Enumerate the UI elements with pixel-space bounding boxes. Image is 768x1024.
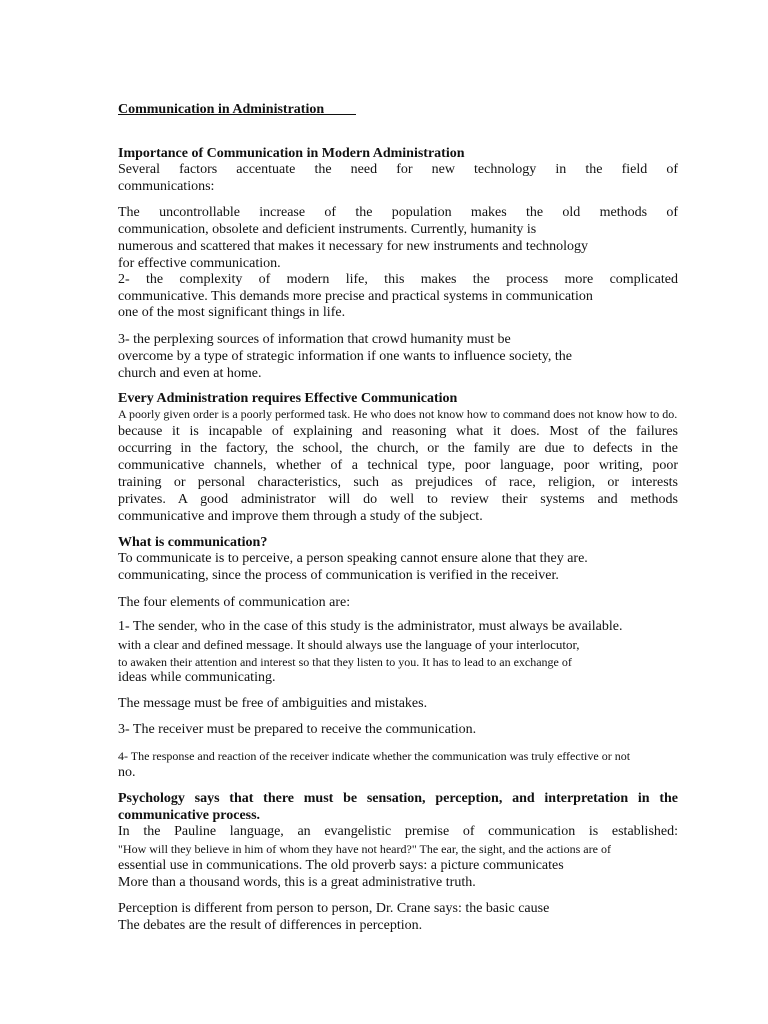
section-heading-importance: Importance of Communication in Modern Administration xyxy=(118,146,465,161)
paragraph-line: The uncontrollable increase of the population makes the old methods of xyxy=(118,205,678,220)
paragraph-line: 1- The sender, who in the case of this study is the administrator, must always be available. xyxy=(118,619,623,634)
paragraph-line: Several factors accentuate the need for new technology in the field of xyxy=(118,162,678,177)
paragraph-line: The four elements of communication are: xyxy=(118,595,351,610)
paragraph-line: The debates are the result of differences in perception. xyxy=(118,918,423,933)
paragraph-line: privates. A good administrator will do well to review their systems and methods xyxy=(118,492,678,507)
section-heading-every-administration: Every Administration requires Effective Communication xyxy=(118,391,458,406)
paragraph-line: In the Pauline language, an evangelistic premise of communication is established: xyxy=(118,824,678,839)
paragraph-line: overcome by a type of strategic information if one wants to influence society, the xyxy=(118,349,572,364)
paragraph-line: communicating, since the process of communication is verified in the receiver. xyxy=(118,568,559,583)
paragraph-line: because it is incapable of explaining and reasoning what it does. Most of the failures xyxy=(118,424,678,439)
paragraph-line: for effective communication. xyxy=(118,256,281,271)
paragraph-line: To communicate is to perceive, a person speaking cannot ensure alone that they are. xyxy=(118,551,588,566)
paragraph-line: 3- The receiver must be prepared to receive the communication. xyxy=(118,722,477,737)
paragraph-line: occurring in the factory, the school, the church, or the family are due to defects in the xyxy=(118,441,678,456)
paragraph-line: no. xyxy=(118,765,136,780)
title-underline xyxy=(324,102,356,115)
paragraph-line: Perception is different from person to person, Dr. Crane says: the basic cause xyxy=(118,901,550,916)
paragraph-line: 3- the perplexing sources of information that crowd humanity must be xyxy=(118,332,511,347)
paragraph-line: numerous and scattered that makes it necessary for new instruments and technology xyxy=(118,239,589,254)
paragraph-line: communication, obsolete and deficient instruments. Currently, humanity is xyxy=(118,222,537,237)
paragraph-line: ideas while communicating. xyxy=(118,670,276,685)
paragraph-line: A poorly given order is a poorly performed task. He who does not know how to command does not know how to do. xyxy=(118,407,678,421)
paragraph-line: communicative. This demands more precise and practical systems in communication xyxy=(118,289,593,304)
paragraph-line: More than a thousand words, this is a great administrative truth. xyxy=(118,875,476,890)
paragraph-line: communications: xyxy=(118,179,215,194)
paragraph-line: The message must be free of ambiguities and mistakes. xyxy=(118,696,428,711)
paragraph-line: 4- The response and reaction of the receiver indicate whether the communication was truly effective or not xyxy=(118,749,631,763)
paragraph-line: "How will they believe in him of whom they have not heard?" The ear, the sight, and the actions are of xyxy=(118,842,611,856)
section-heading-what-is-communication: What is communication? xyxy=(118,535,268,550)
section-heading-psychology-cont: communicative process. xyxy=(118,808,261,823)
paragraph-line: communicative and improve them through a study of the subject. xyxy=(118,509,483,524)
document-title: Communication in Administration xyxy=(118,102,678,118)
paragraph-line: essential use in communications. The old proverb says: a picture communicates xyxy=(118,858,564,873)
paragraph-line: church and even at home. xyxy=(118,366,262,381)
paragraph-line: with a clear and defined message. It should always use the language of your interlocutor, xyxy=(118,637,580,652)
paragraph-line: 2- the complexity of modern life, this makes the process more complicated xyxy=(118,272,678,287)
paragraph-line: one of the most significant things in life. xyxy=(118,305,346,320)
paragraph-line: communicative channels, whether of a technical type, poor language, poor writing, poor xyxy=(118,458,678,473)
paragraph-line: to awaken their attention and interest so that they listen to you. It has to lead to an exchange of xyxy=(118,655,572,669)
section-heading-psychology: Psychology says that there must be sensation, perception, and interpretation in the xyxy=(118,791,678,806)
paragraph-line: training or personal characteristics, such as prejudices of race, religion, or interests xyxy=(118,475,678,490)
